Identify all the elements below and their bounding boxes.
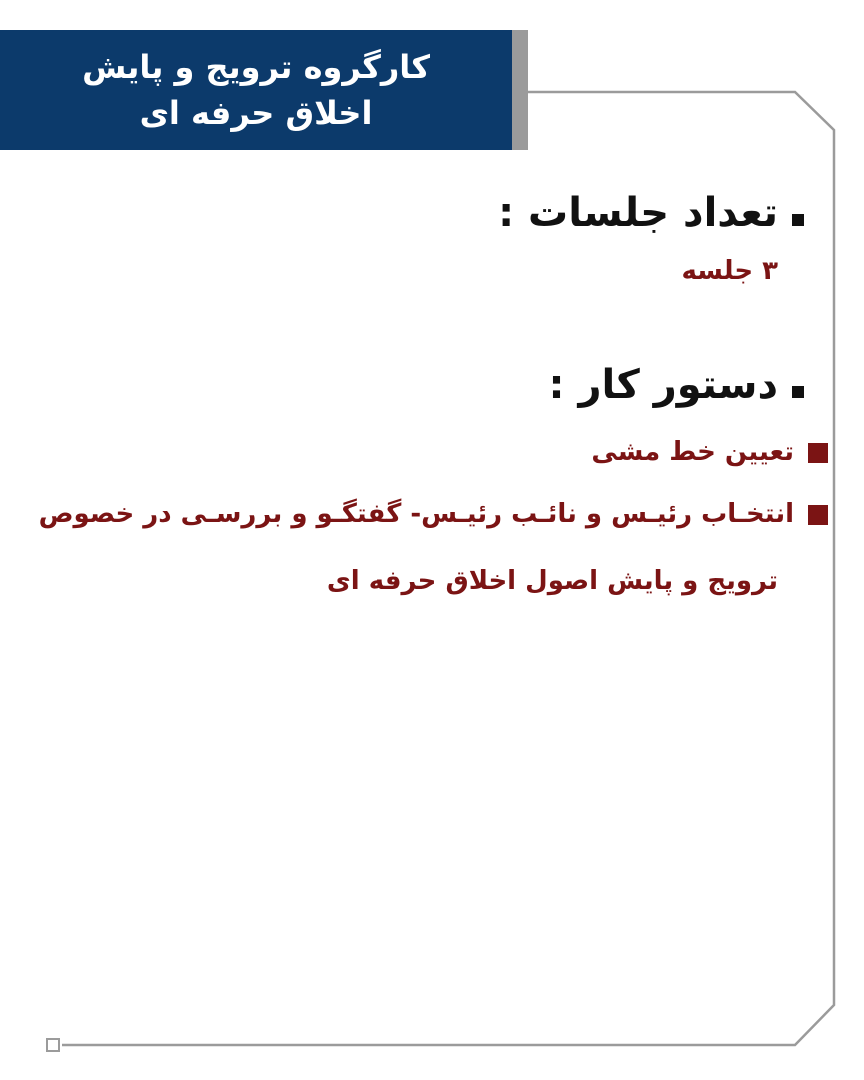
square-bullet-icon — [808, 443, 828, 463]
agenda-item — [39, 483, 828, 545]
agenda-heading-label: دستور کار : — [548, 362, 778, 408]
agenda-heading — [549, 360, 804, 410]
agenda-item-label: انتخـاب رئیـس و نائـب رئیـس- گفتگـو و بررسـی در خصوص — [38, 499, 794, 529]
agenda-item-continuation: ترویج و پایش اصول اخلاق حرفه ای — [326, 566, 778, 596]
agenda-item — [591, 421, 828, 483]
slide-title-line-2: اخلاق حرفه ای — [139, 94, 373, 132]
square-bullet-icon — [808, 505, 828, 525]
sessions-heading-label: تعداد جلسات : — [498, 190, 778, 236]
heading-bullet — [792, 214, 804, 226]
frame-corner-marker — [47, 1039, 59, 1051]
title-banner-shadow — [512, 30, 528, 150]
agenda-item-label: تعیین خط مشی — [591, 437, 794, 467]
sessions-value: ۳ جلسه — [681, 256, 778, 286]
slide-title-line-1: کارگروه ترویج و پایش — [82, 48, 430, 86]
heading-bullet — [792, 386, 804, 398]
slide-title — [0, 30, 512, 150]
sessions-heading — [498, 188, 804, 238]
